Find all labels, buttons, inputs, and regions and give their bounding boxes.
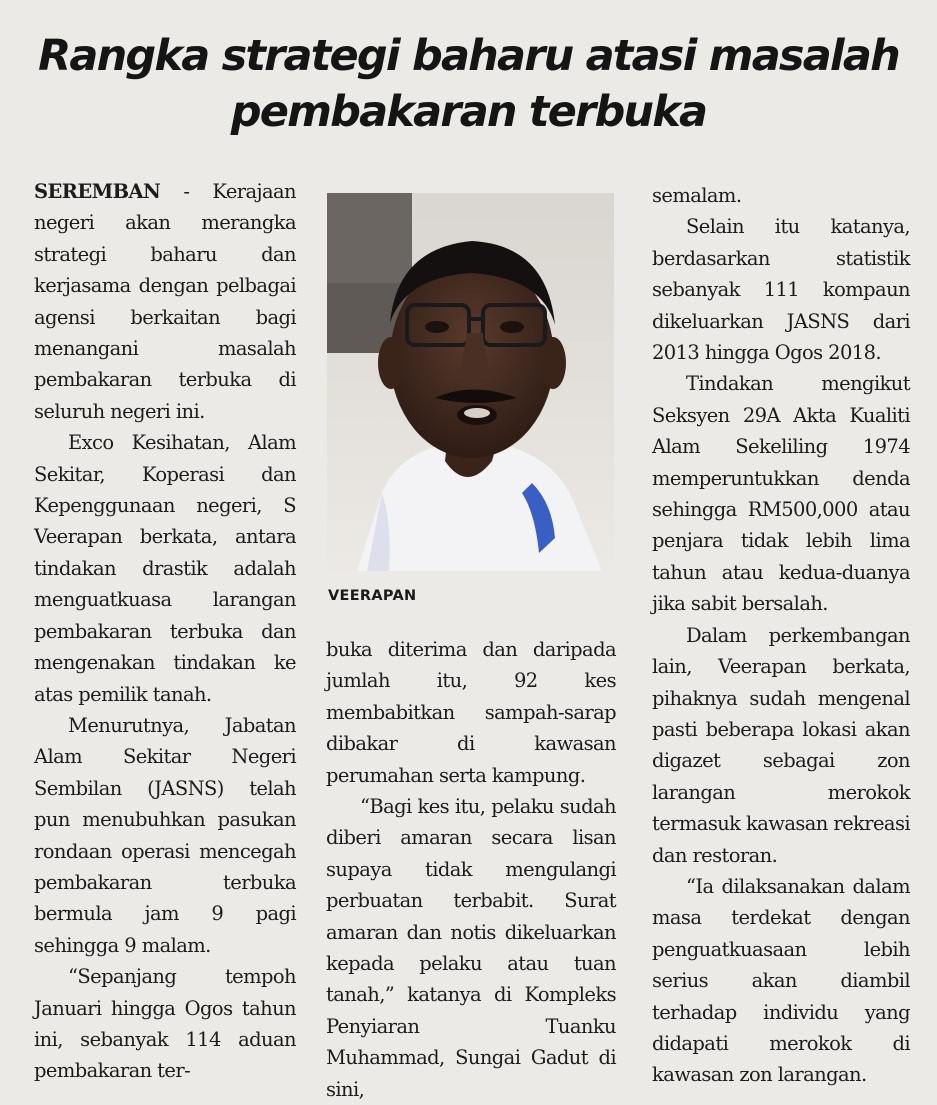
paragraph — [34, 176, 296, 427]
article-column-3 — [652, 180, 910, 1091]
paragraph: Exco Kesihatan, Alam Sekitar, Koperasi dan Kepenggunaan negeri, S Veerapan berkata, antara tindakan drastik adalah menguatkuasa larangan pembakaran terbuka dan mengenakan tindakan ke atas pemilik tanah. — [34, 431, 296, 706]
portrait-photo — [327, 193, 614, 571]
paragraph: buka diterima dan daripada jumlah itu, 92 kes membabitkan sampah-sarap dibakar di kawasan perumahan serta kampung. — [326, 638, 616, 787]
paragraph-text: - Kerajaan negeri akan merangka strategi baharu dan kerjasama dengan pelbagai agensi berkaitan bagi menangani masalah pembakaran terbuka di seluruh negeri ini. — [34, 180, 296, 423]
article-headline — [0, 28, 937, 140]
paragraph: Tindakan mengikut Seksyen 29A Akta Kualiti Alam Sekeliling 1974 memperuntukkan denda sehingga RM500,000 atau penjara tidak lebih lima tahun atau kedua-duanya jika sabit bersalah. — [652, 372, 910, 616]
photo-caption: VEERAPAN — [328, 588, 417, 604]
paragraph: Dalam perkembangan lain, Veerapan berkata, pihaknya sudah mengenal pasti beberapa lokasi akan digazet sebagai zon larangan merokok termasuk kawasan rekreasi dan restoran. — [652, 623, 910, 867]
paragraph: “Ia dilaksanakan dalam masa terdekat dengan penguatkuasaan lebih serius akan diambil terhadap individu yang didapati merokok di kawasan zon larangan. — [652, 874, 910, 1087]
dateline: SEREMBAN — [34, 180, 161, 203]
article-column-2 — [326, 634, 616, 1105]
paragraph: semalam. — [652, 184, 742, 207]
headline-line-2: pembakaran terbuka — [230, 87, 707, 137]
portrait-illustration — [327, 193, 614, 571]
article-column-1 — [34, 176, 296, 1087]
paragraph: Menurutnya, Jabatan Alam Sekitar Negeri Sembilan (JASNS) telah pun menubuhkan pasukan rondaan operasi mencegah pembakaran terbuka bermula jam 9 pagi sehingga 9 malam. — [34, 713, 296, 957]
paragraph: “Bagi kes itu, pelaku sudah diberi amaran secara lisan supaya tidak mengulangi perbuatan terbabit. Surat amaran dan notis dikeluarkan kepada pelaku atau tuan tanah,” katanya di Kompleks Penyiaran Tuanku Muhammad, Sungai Gadut di sini, — [326, 795, 616, 1101]
headline-line-1: Rangka strategi baharu atasi masalah — [38, 31, 899, 81]
paragraph: Selain itu katanya, berdasarkan statistik sebanyak 111 kompaun dikeluarkan JASNS dari 2013 hingga Ogos 2018. — [652, 215, 910, 365]
paragraph: “Sepanjang tempoh Januari hingga Ogos tahun ini, sebanyak 114 aduan pembakaran ter- — [34, 965, 296, 1083]
